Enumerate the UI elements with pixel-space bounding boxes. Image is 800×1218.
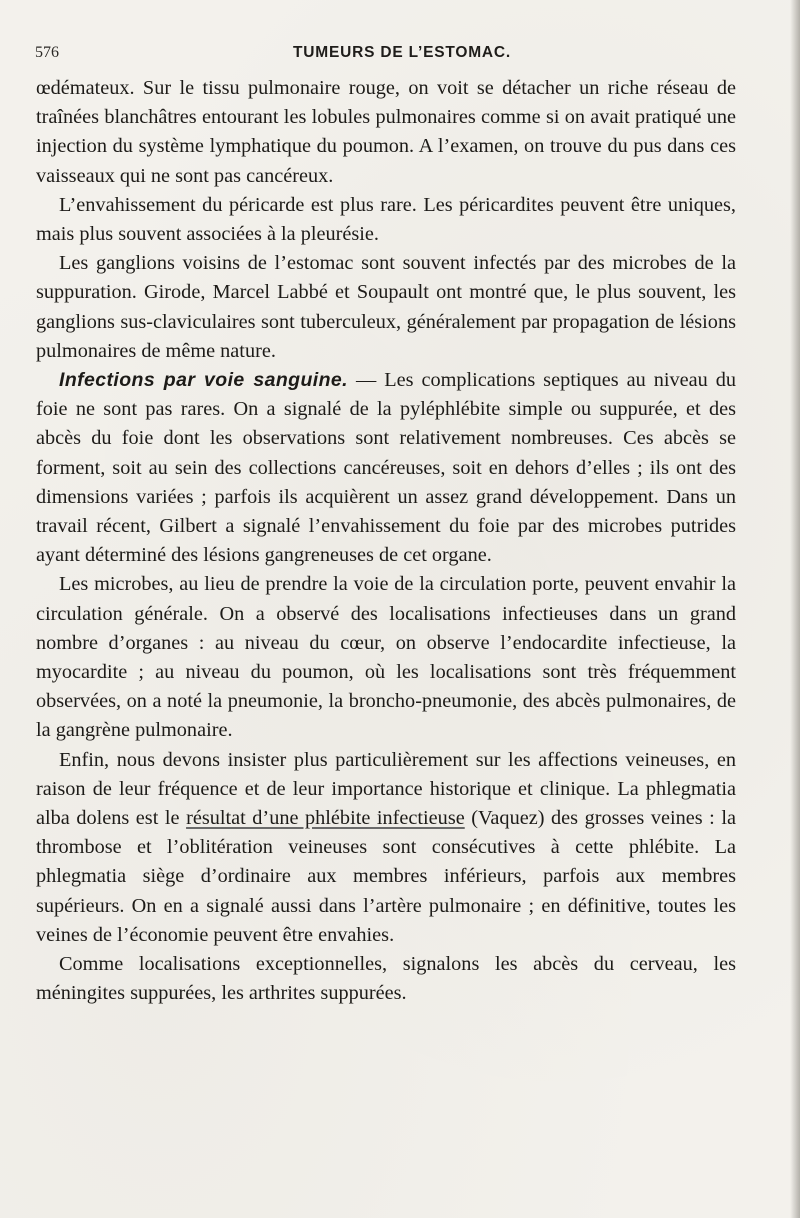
paragraph-4 <box>36 366 736 570</box>
paragraph-7: Comme localisations exceptionnelles, signalons les abcès du cerveau, les méningites suppurées, les arthrites suppurées. <box>36 953 736 1005</box>
body-text <box>36 74 736 1009</box>
page-header <box>35 38 735 64</box>
page-number: 576 <box>35 44 59 61</box>
page-edge-shadow <box>790 0 800 1218</box>
paragraph-3: Les ganglions voisins de l’estomac sont souvent infectés par des microbes de la suppuration. Girode, Marcel Labbé et Soupault ont montré que, le plus souvent, les ganglions sus-claviculaires sont tuberculeux, généralement par propagation de lésions pulmonaires de même nature. <box>36 252 736 362</box>
paragraph-6 <box>36 746 736 950</box>
underlined-passage: résultat d’une phlébite infectieuse <box>186 807 465 830</box>
paragraph-2: L’envahissement du péricarde est plus rare. Les péricardites peuvent être uniques, mais plus souvent associées à la pleurésie. <box>36 193 736 246</box>
paragraph-4-text: — Les complications septiques au niveau du foie ne sont pas rares. On a signalé de la pyléphlébite simple ou suppurée, et des abcès du foie dont les observations sont relativement nombreuses. Ces abcès se forment, soit au sein des collections cancéreuses, soit en dehors d’elles ; ils ont des dimensions variées ; parfois ils acquièrent un assez grand développement. Dans un travail récent, Gilbert a signalé l’envahissement du foie par des microbes putrides ayant déterminé des lésions gangreneuses de cet organe. <box>36 369 737 567</box>
section-lead-heading: Infections par voie sanguine. <box>59 369 348 392</box>
paragraph-1: œdémateux. Sur le tissu pulmonaire rouge, on voit se détacher un riche réseau de traînées blanchâtres entourant les lobules pulmonaires comme si on avait pratiqué une injection du système lymphatique du poumon. A l’examen, on trouve du pus dans ces vaisseaux qui ne sont pas cancéreux. <box>36 77 736 187</box>
paragraph-6-text-before: Enfin, nous devons insister plus particulièrement sur les affections veineuses, en raison de leur fréquence et de leur importance historique et clinique. La phlegmatia alba dolens est le <box>36 748 736 830</box>
paragraph-6-text-after: (Vaquez) des grosses veines : la thrombose et l’oblitération veineuses sont consécutives à cette phlébite. La phlegmatia siège d’ordinaire aux membres inférieurs, parfois aux membres supérieurs. On en a signalé aussi dans l’artère pulmonaire ; en définitive, toutes les veines de l’économie peuvent être envahies. <box>36 807 736 946</box>
paragraph-5: Les microbes, au lieu de prendre la voie de la circulation porte, peuvent envahir la circulation générale. On a observé des localisations infectieuses dans un grand nombre d’organes : au niveau du cœur, on observe l’endocardite infectieuse, la myocardite ; au niveau du poumon, où les localisations sont très fréquemment observées, on a noté la pneumonie, la broncho-pneumonie, des abcès pulmonaires, de la gangrène pulmonaire. <box>36 573 736 742</box>
running-title: TUMEURS DE L’ESTOMAC. <box>293 44 512 61</box>
